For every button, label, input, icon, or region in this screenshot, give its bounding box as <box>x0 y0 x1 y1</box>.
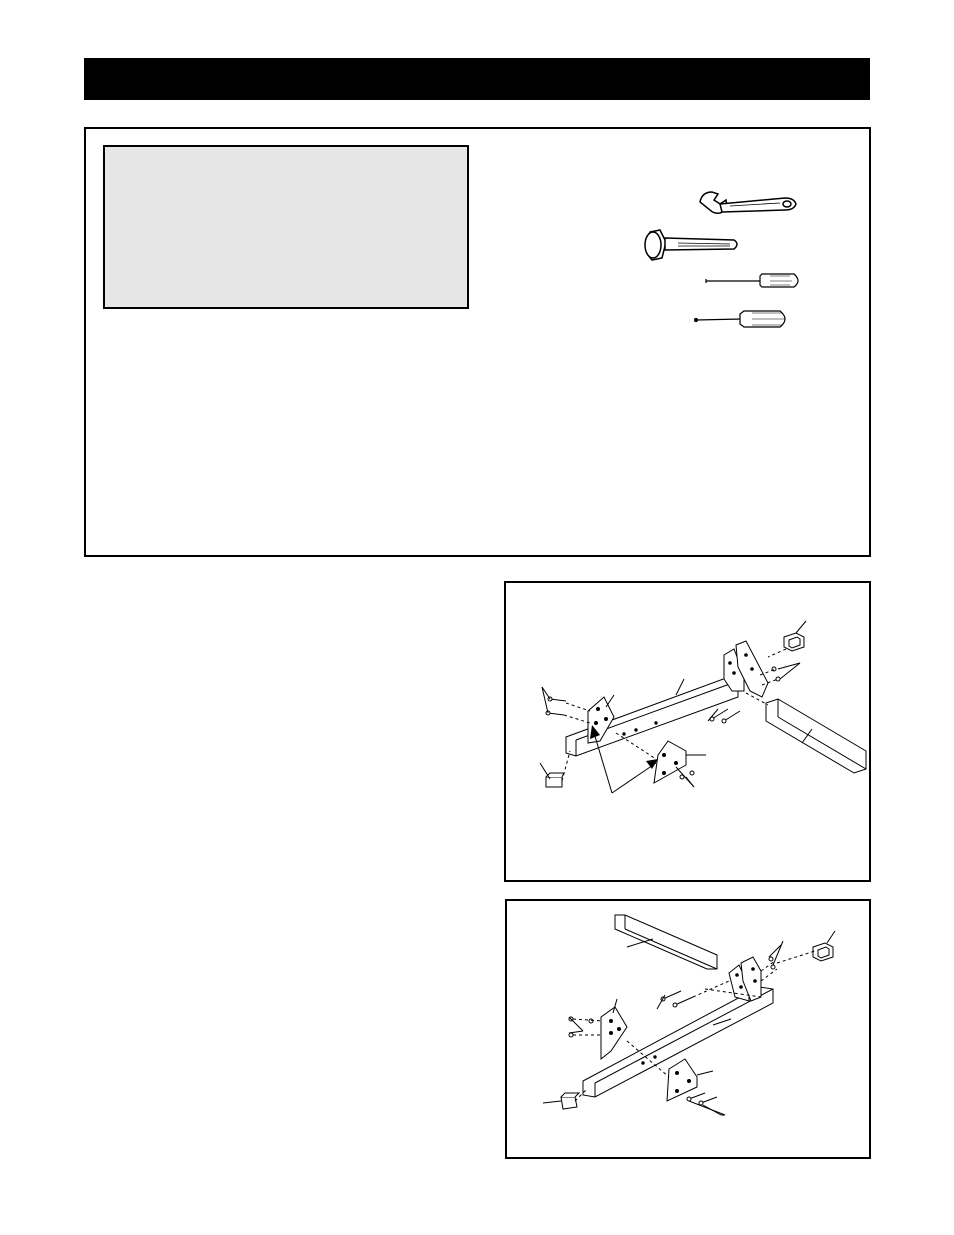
phillips-screwdriver-icon <box>695 311 786 327</box>
tools-illustration <box>630 180 810 330</box>
end-cap-right <box>784 633 804 651</box>
assembly-figure-2 <box>505 899 871 1159</box>
upright-bracket <box>729 957 761 1001</box>
end-cap-right <box>813 943 833 961</box>
assembly-figure-1 <box>504 581 871 882</box>
gusset-plate-bottom <box>667 1059 697 1101</box>
end-cap-left <box>561 1093 579 1109</box>
gusset-plate-top <box>601 1007 627 1059</box>
note-box <box>103 145 469 309</box>
frame-beam-right <box>766 699 866 773</box>
rubber-mallet-icon <box>645 230 737 260</box>
end-cap-left <box>546 773 564 787</box>
adjustable-wrench-icon <box>700 192 796 213</box>
flat-screwdriver-icon <box>706 274 798 287</box>
section-title-bar <box>84 58 870 100</box>
frame-beam-rear <box>615 915 717 969</box>
upright-bracket <box>724 641 768 697</box>
